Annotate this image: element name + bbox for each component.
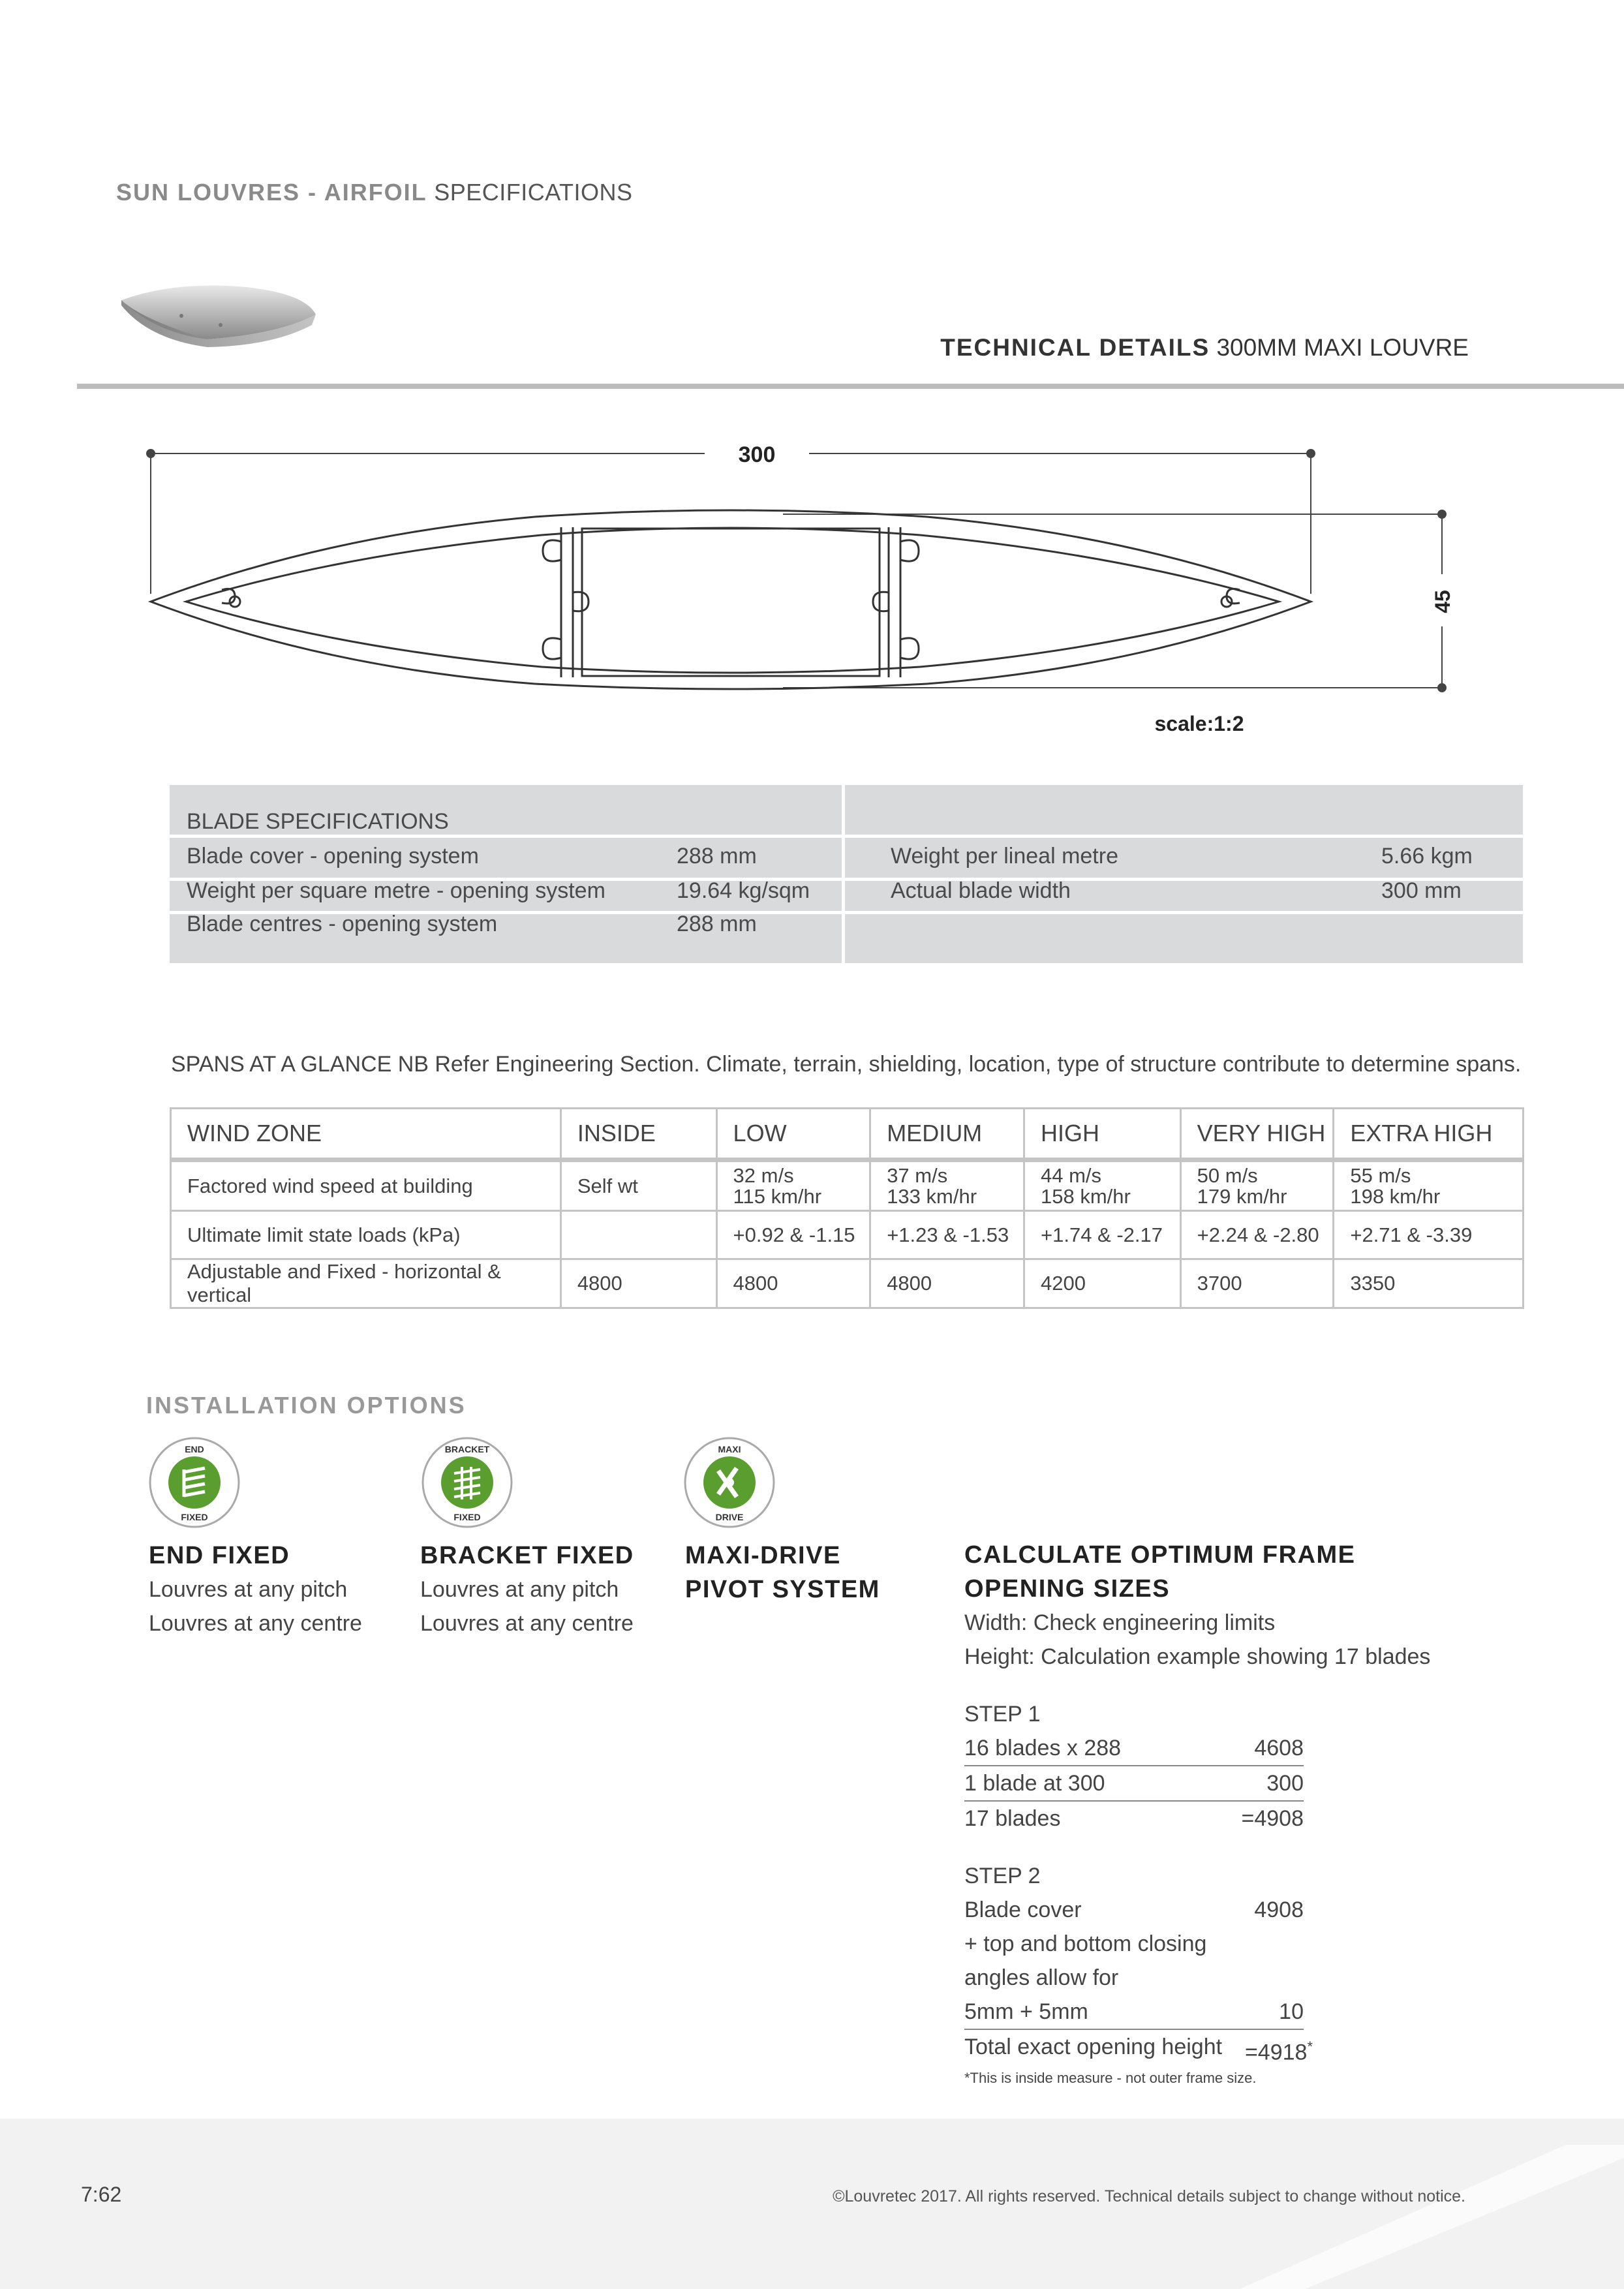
blade-spec-row-divider <box>170 835 1523 838</box>
maxi-drive-badge <box>682 1436 776 1529</box>
option-line: Louvres at any pitch <box>420 1577 619 1602</box>
table-cell: +2.71 & -3.39 <box>1334 1211 1524 1259</box>
table-cell <box>716 1160 870 1211</box>
calc-row <box>964 1995 1304 2030</box>
blade-spec-value: 19.64 kg/sqm <box>677 878 810 903</box>
calc-row-label: 5mm + 5mm <box>964 1999 1088 2024</box>
table-cell: +2.24 & -2.80 <box>1180 1211 1334 1259</box>
step2-label: STEP 2 <box>964 1864 1041 1888</box>
blade-spec-value: 288 mm <box>677 844 757 868</box>
column-header: LOW <box>716 1109 870 1160</box>
tech-bold: TECHNICAL DETAILS <box>940 334 1210 361</box>
column-header: INSIDE <box>560 1109 716 1160</box>
calc-row <box>964 1802 1304 1836</box>
calc-row-value: 10 <box>1279 1999 1304 2024</box>
bracket-fixed-badge <box>420 1436 514 1529</box>
badge-bottom-text: DRIVE <box>715 1512 744 1522</box>
table-header-row <box>171 1109 1524 1160</box>
blade-specifications-table <box>170 785 1523 963</box>
column-header: VERY HIGH <box>1180 1109 1334 1160</box>
table-cell: 3700 <box>1180 1259 1334 1308</box>
tech-light: 300MM MAXI LOUVRE <box>1216 334 1469 361</box>
speed-ms: 37 m/s <box>887 1163 948 1187</box>
spans-at-a-glance-note: SPANS AT A GLANCE NB Refer Engineering Section. Climate, terrain, shielding, location, type of structure contribute to determine spans. <box>171 1052 1522 1077</box>
table-cell <box>560 1211 716 1259</box>
table-cell <box>1180 1160 1334 1211</box>
badge-top-text: END <box>185 1444 204 1454</box>
option-title: END FIXED <box>149 1542 290 1569</box>
blade-spec-label: Blade cover - opening system <box>187 844 479 868</box>
table-cell: +1.23 & -1.53 <box>870 1211 1024 1259</box>
table-cell: 3350 <box>1334 1259 1524 1308</box>
copyright-notice: ©Louvretec 2017. All rights reserved. Technical details subject to change without notice. <box>833 2187 1465 2205</box>
technical-details-heading <box>940 334 1469 361</box>
height-dimension: 45 <box>1431 590 1454 613</box>
calc-row <box>964 2030 1313 2065</box>
table-cell: +0.92 & -1.15 <box>716 1211 870 1259</box>
badge-bottom-text: FIXED <box>453 1512 481 1522</box>
row-label: Ultimate limit state loads (kPa) <box>171 1211 561 1259</box>
option-line: Louvres at any centre <box>420 1611 634 1636</box>
table-cell: 4800 <box>870 1259 1024 1308</box>
height-note: Height: Calculation example showing 17 blades <box>964 1644 1431 1669</box>
calc-row <box>964 1893 1304 1927</box>
option-title: BRACKET FIXED <box>420 1542 634 1569</box>
column-header: EXTRA HIGH <box>1334 1109 1524 1160</box>
blade-spec-title: BLADE SPECIFICATIONS <box>187 809 449 834</box>
calc-row-value: 4608 <box>1254 1736 1304 1760</box>
blade-spec-label: Weight per square metre - opening system <box>187 878 605 903</box>
speed-ms: 32 m/s <box>733 1163 794 1187</box>
table-cell: +1.74 & -2.17 <box>1024 1211 1181 1259</box>
calc-row-label: 17 blades <box>964 1806 1061 1831</box>
column-header: HIGH <box>1024 1109 1181 1160</box>
speed-kmh: 179 km/hr <box>1197 1184 1287 1208</box>
blade-spec-value: 5.66 kgm <box>1381 844 1473 868</box>
calc-row-label: 1 blade at 300 <box>964 1771 1105 1796</box>
calc-row <box>964 1731 1304 1766</box>
calc-row <box>964 1766 1304 1802</box>
installation-options-title: INSTALLATION OPTIONS <box>146 1392 467 1419</box>
louvre-thumbnail <box>116 274 325 352</box>
calc-row-label: Total exact opening height <box>964 2035 1223 2059</box>
total-asterisk: * <box>1307 2038 1313 2055</box>
column-header: WIND ZONE <box>171 1109 561 1160</box>
calc-row-value: =4908 <box>1241 1806 1304 1831</box>
table-cell: 4800 <box>560 1259 716 1308</box>
speed-ms: 55 m/s <box>1350 1163 1411 1187</box>
wind-zone-table <box>170 1107 1524 1309</box>
blade-spec-column-divider <box>842 785 845 963</box>
table-row <box>171 1211 1524 1259</box>
blade-spec-label: Actual blade width <box>891 878 1071 903</box>
option-line: Louvres at any centre <box>149 1611 362 1636</box>
bracket-fixed-option <box>420 1539 634 1640</box>
blade-spec-label: Weight per lineal metre <box>891 844 1118 868</box>
page-header <box>116 179 633 206</box>
speed-ms: 50 m/s <box>1197 1163 1258 1187</box>
end-fixed-option <box>149 1539 362 1640</box>
row-label: Adjustable and Fixed - horizontal & vertical <box>171 1259 561 1308</box>
option-line: Louvres at any pitch <box>149 1577 348 1602</box>
badge-top-text: BRACKET <box>444 1444 490 1454</box>
calc-footnote: *This is inside measure - not outer frame size. <box>964 2070 1257 2086</box>
speed-kmh: 198 km/hr <box>1350 1184 1441 1208</box>
badge-bottom-text: FIXED <box>181 1512 208 1522</box>
table-row <box>171 1160 1524 1211</box>
blade-spec-value: 300 mm <box>1381 878 1462 903</box>
maxi-drive-option <box>685 1539 880 1606</box>
speed-kmh: 133 km/hr <box>887 1184 977 1208</box>
header-title-light: SPECIFICATIONS <box>434 179 633 206</box>
total-value: =4918 <box>1244 2040 1308 2065</box>
badge-top-text: MAXI <box>718 1444 741 1454</box>
step1-label: STEP 1 <box>964 1702 1041 1727</box>
table-row <box>171 1259 1524 1308</box>
blade-spec-label: Blade centres - opening system <box>187 912 498 936</box>
table-cell <box>870 1160 1024 1211</box>
calculate-title: CALCULATE OPTIMUM FRAME <box>964 1541 1356 1569</box>
table-cell <box>1334 1160 1524 1211</box>
table-cell: 4800 <box>716 1259 870 1308</box>
end-fixed-badge <box>147 1436 241 1529</box>
profile-drawing <box>130 431 1475 744</box>
calc-row-value: 300 <box>1266 1771 1304 1796</box>
option-title: MAXI-DRIVE <box>685 1542 841 1569</box>
calculate-title: OPENING SIZES <box>964 1575 1171 1603</box>
width-dimension: 300 <box>738 442 776 467</box>
option-title: PIVOT SYSTEM <box>685 1576 880 1603</box>
column-header: MEDIUM <box>870 1109 1024 1160</box>
calc-row-label: Blade cover <box>964 1897 1082 1922</box>
calc-row-value: 4908 <box>1254 1897 1304 1922</box>
row-label: Factored wind speed at building <box>171 1160 561 1211</box>
header-divider <box>77 384 1624 389</box>
speed-ms: 44 m/s <box>1041 1163 1102 1187</box>
page-number: 7:62 <box>81 2183 122 2206</box>
header-title-bold: SUN LOUVRES - AIRFOIL <box>116 179 427 206</box>
calc-row-value <box>1245 2030 1313 2069</box>
speed-kmh: 115 km/hr <box>733 1184 822 1208</box>
table-cell <box>1024 1160 1181 1211</box>
calc-line: angles allow for <box>964 1965 1119 1990</box>
table-cell: 4200 <box>1024 1259 1181 1308</box>
blade-spec-value: 288 mm <box>677 912 757 936</box>
table-cell: Self wt <box>560 1160 716 1211</box>
calc-line: + top and bottom closing <box>964 1931 1207 1956</box>
calculate-opening-sizes <box>964 1538 1431 2093</box>
speed-kmh: 158 km/hr <box>1041 1184 1131 1208</box>
scale-label: scale:1:2 <box>1154 712 1244 735</box>
width-note: Width: Check engineering limits <box>964 1610 1276 1635</box>
calc-row-label: 16 blades x 288 <box>964 1736 1122 1760</box>
